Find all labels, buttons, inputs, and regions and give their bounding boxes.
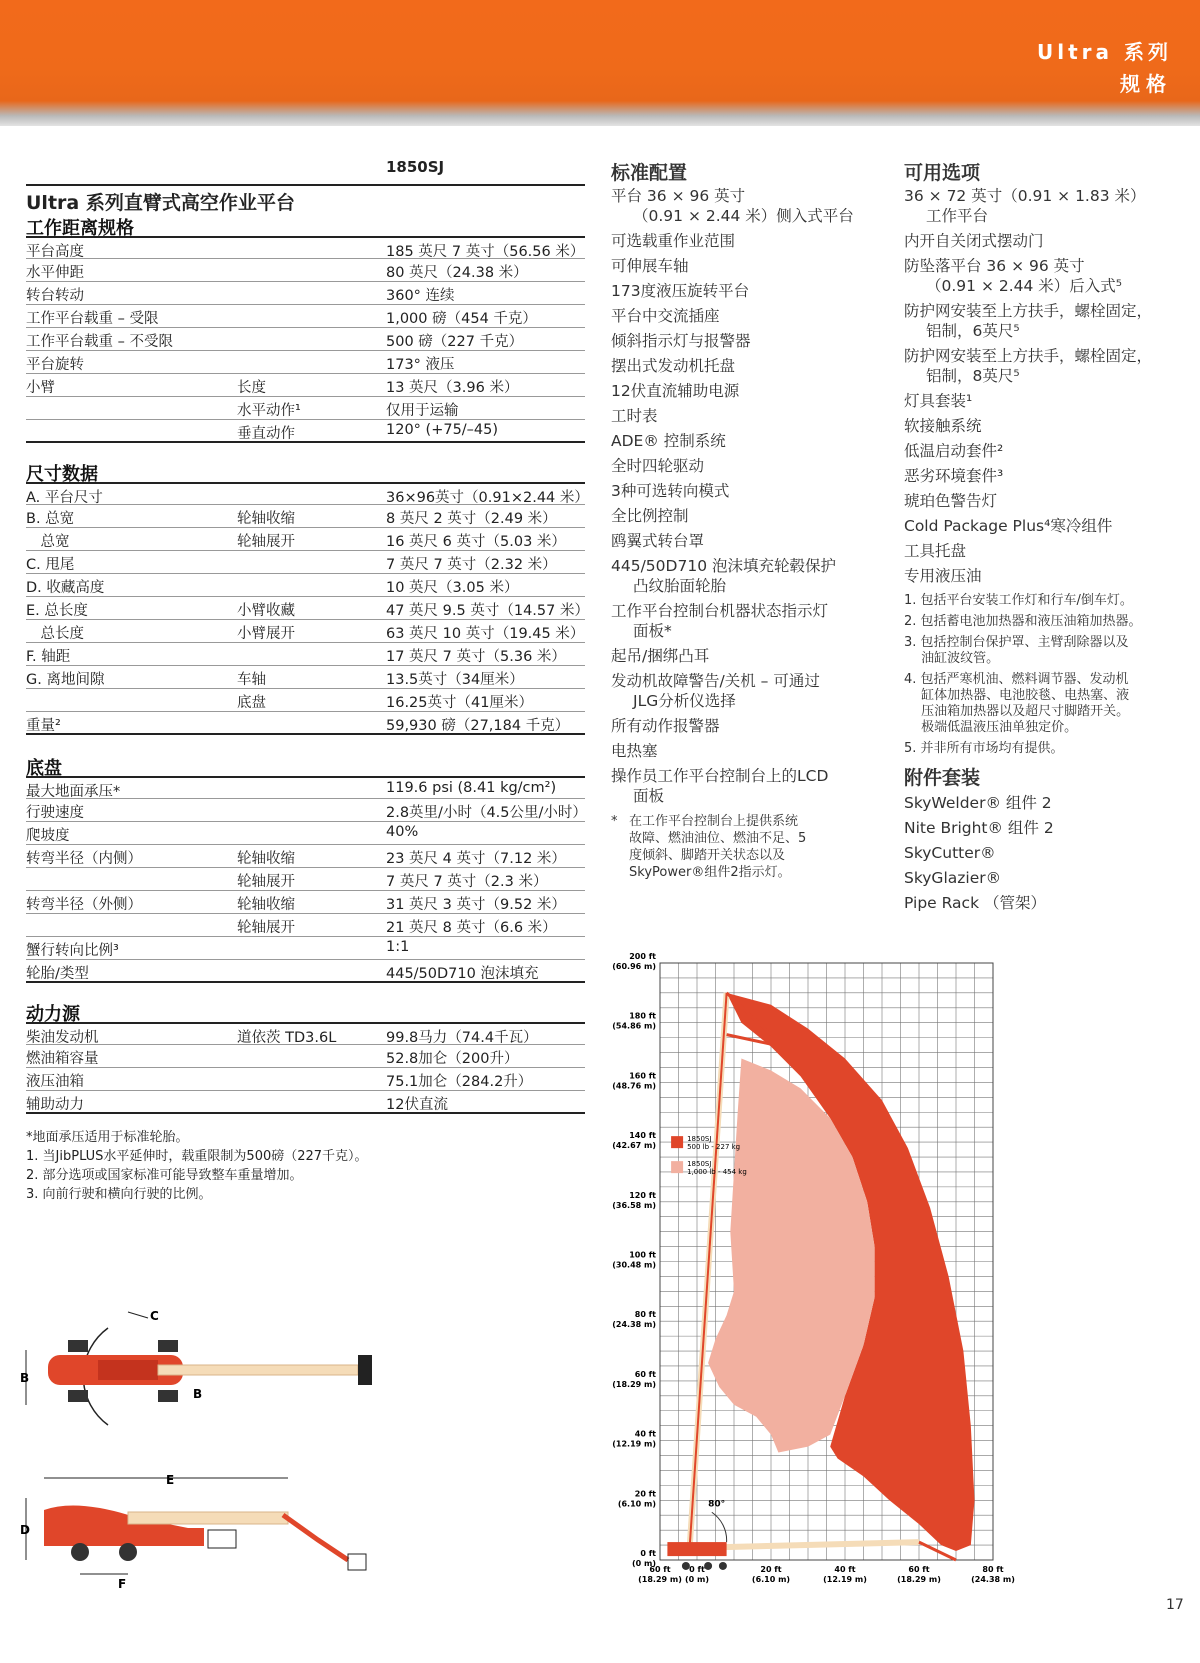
option-item: 36 × 72 英寸（0.91 × 1.83 米）	[904, 187, 1146, 205]
spec-label: 平台高度	[26, 244, 84, 260]
option-item: 工具托盘	[904, 542, 967, 560]
spec-label: 小臂	[26, 380, 55, 396]
y-tick-label: (48.76 m)	[612, 1081, 656, 1091]
x-tick-label: (18.29 m)	[897, 1575, 941, 1584]
spec-sublabel: 轮轴收缩	[237, 897, 295, 913]
option-note: 极端低温液压油单独定价。	[904, 720, 1078, 735]
feature-item: 摆出式发动机托盘	[611, 357, 736, 375]
spec-row	[26, 305, 585, 328]
top-view-diagram	[18, 1310, 398, 1440]
feature-item: 3种可选转向模式	[611, 482, 730, 500]
section-title: 尺寸数据	[26, 464, 98, 485]
kit-item: SkyGlazier®	[904, 869, 1002, 887]
spec-value: 75.1加仑（284.2升）	[386, 1074, 533, 1090]
spec-label: 水平伸距	[26, 265, 84, 281]
x-tick-label: 20 ft	[760, 1565, 782, 1574]
feature-item: 面板	[633, 787, 665, 805]
spec-row	[26, 845, 585, 868]
spec-row	[26, 351, 585, 374]
spec-sublabel: 车轴	[237, 672, 266, 688]
spec-row	[26, 712, 585, 735]
label-d: D	[20, 1523, 30, 1537]
spec-row	[26, 776, 585, 799]
spec-value: 23 英尺 4 英寸（7.12 米）	[386, 851, 566, 867]
spec-value: 500 磅（227 千克）	[386, 334, 524, 350]
working-range-chart	[608, 948, 1015, 1628]
spec-value: 80 英尺（24.38 米）	[386, 265, 528, 281]
spec-value: 99.8马力（74.4千瓦）	[386, 1030, 538, 1046]
feature-item: JLG分析仪选择	[633, 692, 736, 710]
spec-label: G. 离地间隙	[26, 672, 105, 688]
x-tick-label: (12.19 m)	[823, 1575, 867, 1584]
spec-label: 最大地面承压*	[26, 784, 121, 800]
feature-item: 凸纹胎面轮胎	[633, 577, 727, 595]
spec-value: 36×96英寸（0.91×2.44 米）	[386, 490, 589, 506]
options-title: 可用选项	[904, 162, 981, 184]
kit-item: SkyWelder® 组件 2	[904, 794, 1052, 812]
spec-label: 重量²	[26, 718, 61, 734]
feature-item: 工时表	[611, 407, 658, 425]
feature-item: 发动机故障警告/关机 – 可通过	[611, 672, 820, 690]
spec-value: 445/50D710 泡沫填充	[386, 966, 539, 982]
option-item: （0.91 × 2.44 米）后入式⁵	[926, 277, 1123, 295]
spec-value: 13 英尺（3.96 米）	[386, 380, 519, 396]
spec-value: 52.8加仑（200升）	[386, 1051, 519, 1067]
page-number: 17	[1166, 1597, 1184, 1613]
y-tick-label: (12.19 m)	[612, 1439, 656, 1449]
spec-label: 柴油发动机	[26, 1030, 99, 1046]
x-tick-label: (18.29 m)	[638, 1575, 682, 1584]
y-tick-label: 100 ft	[629, 1250, 656, 1260]
feature-item: 可选载重作业范围	[611, 232, 736, 250]
spec-label: 转台转动	[26, 288, 84, 304]
wheel	[68, 1390, 88, 1402]
spec-value: 12伏直流	[386, 1097, 448, 1113]
spec-row	[26, 328, 585, 351]
option-note: 1. 包括平台安装工作灯和行车/倒车灯。	[904, 593, 1133, 608]
spec-value: 173° 液压	[386, 357, 455, 373]
option-note: 油缸波纹管。	[904, 651, 1000, 666]
x-tick-label: 40 ft	[834, 1565, 856, 1574]
spec-value: 1,000 磅（454 千克）	[386, 311, 537, 327]
y-tick-label: 60 ft	[634, 1369, 656, 1379]
spec-value: 仅用于运输	[386, 403, 459, 419]
section-title: 工作距离规格	[26, 218, 134, 239]
spec-label: A. 平台尺寸	[26, 490, 103, 506]
spec-label: 辅助动力	[26, 1097, 84, 1113]
wheel	[158, 1340, 178, 1352]
turntable	[98, 1360, 158, 1380]
option-note: 2. 包括蓄电池加热器和液压油箱加热器。	[904, 614, 1142, 629]
wheel	[119, 1543, 137, 1561]
y-tick-label: (36.58 m)	[612, 1200, 656, 1210]
spec-sublabel: 轮轴展开	[237, 874, 295, 890]
spec-row	[26, 689, 585, 712]
spec-sublabel: 底盘	[237, 695, 266, 711]
feature-item: 起吊/捆绑凸耳	[611, 647, 710, 665]
spec-row	[26, 868, 585, 891]
y-tick-label: (42.67 m)	[612, 1141, 656, 1151]
angle-arc	[712, 1512, 727, 1542]
section-title: 底盘	[26, 758, 62, 779]
option-item: 灯具套装¹	[904, 392, 973, 410]
spec-sublabel: 轮轴收缩	[237, 851, 295, 867]
wheel	[719, 1562, 727, 1570]
feature-item: 可伸展车轴	[611, 257, 689, 275]
spec-value: 119.6 psi (8.41 kg/cm²)	[386, 780, 557, 796]
spec-sublabel: 小臂展开	[237, 626, 295, 642]
spec-row	[26, 643, 585, 666]
spec-value: 21 英尺 8 英寸（6.6 米）	[386, 920, 557, 936]
x-tick-label: 0 ft	[689, 1565, 705, 1574]
y-tick-label: 180 ft	[629, 1011, 656, 1021]
option-item: 专用液压油	[904, 567, 982, 585]
spec-row	[26, 960, 585, 983]
jib	[283, 1515, 348, 1560]
spec-row	[26, 374, 585, 397]
y-tick-label: (54.86 m)	[612, 1021, 656, 1031]
option-item: 恶劣环境套件³	[904, 467, 1004, 485]
feature-item: 面板*	[633, 622, 672, 640]
spec-sublabel: 轮轴展开	[237, 534, 295, 550]
spec-value: 47 英尺 9.5 英寸（14.57 米）	[386, 603, 589, 619]
spec-sublabel: 轮轴展开	[237, 920, 295, 936]
option-item: 工作平台	[926, 207, 989, 225]
spec-row	[26, 397, 585, 420]
option-item: Cold Package Plus⁴寒冷组件	[904, 517, 1113, 535]
x-tick-label: (6.10 m)	[751, 1575, 791, 1584]
option-item: 铝制，6英尺⁵	[926, 322, 1020, 340]
spec-label: 液压油箱	[26, 1074, 84, 1090]
boom-top	[158, 1365, 358, 1375]
wheel	[158, 1390, 178, 1402]
x-tick-label: (0 m)	[685, 1575, 709, 1584]
machine-chassis	[667, 1542, 726, 1556]
spec-value: 63 英尺 10 英寸（19.45 米）	[386, 626, 585, 642]
spec-row	[26, 1045, 585, 1068]
feature-item: 电热塞	[611, 742, 658, 760]
footnote-mark: *	[611, 814, 618, 829]
spec-value: 31 英尺 3 英寸（9.52 米）	[386, 897, 566, 913]
y-tick-label: 40 ft	[634, 1429, 656, 1439]
spec-label: 轮胎/类型	[26, 966, 89, 982]
spec-label: 燃油箱容量	[26, 1051, 99, 1067]
feature-item: 工作平台控制台机器状态指示灯	[611, 602, 829, 620]
kits-title: 附件套装	[904, 767, 981, 789]
spec-label: 平台旋转	[26, 357, 84, 373]
option-note: 缸体加热器、电池胶毯、电热塞、液	[904, 688, 1130, 703]
x-tick-label: 80 ft	[982, 1565, 1004, 1574]
spec-label: 工作平台载重 – 不受限	[26, 334, 173, 350]
label-f: F	[118, 1577, 127, 1591]
footnote: 1. 当JibPLUS水平延伸时，载重限制为500磅（227千克）。	[26, 1149, 368, 1164]
feature-item: ADE® 控制系统	[611, 432, 726, 450]
x-tick-label: (24.38 m)	[971, 1575, 1015, 1584]
feature-item: 平台中交流插座	[611, 307, 720, 325]
spec-row	[26, 799, 585, 822]
boom-side	[128, 1512, 288, 1524]
label-b-left: B	[20, 1371, 30, 1385]
feature-item: 平台 36 × 96 英寸	[611, 187, 746, 205]
label-e: E	[166, 1473, 175, 1487]
spec-value: 13.5英寸（34厘米）	[386, 672, 524, 688]
feature-item: 所有动作报警器	[611, 717, 720, 735]
series-subtitle: 规格	[1120, 72, 1172, 96]
spec-sublabel: 轮轴收缩	[237, 511, 295, 527]
spec-row	[26, 1091, 585, 1114]
standard-title: 标准配置	[611, 162, 688, 184]
spec-row	[26, 1068, 585, 1091]
spec-value: 16 英尺 6 英寸（5.03 米）	[386, 534, 566, 550]
spec-value: 185 英尺 7 英寸（56.56 米）	[386, 244, 585, 260]
option-note: 3. 包括控制台保护罩、主臂刮除器以及	[904, 635, 1129, 650]
spec-value: 360° 连续	[386, 288, 455, 304]
spec-row	[26, 528, 585, 551]
kit-item: Pipe Rack （管架）	[904, 894, 1046, 912]
header-banner	[0, 0, 1200, 126]
jib-platform	[348, 1554, 366, 1570]
footnote: 度倾斜、脚踏开关状态以及	[629, 848, 786, 863]
spec-value: 2.8英里/小时（4.5公里/小时）	[386, 805, 587, 821]
y-tick-label: 120 ft	[629, 1190, 656, 1200]
legend-label: 500 lb - 227 kg	[687, 1143, 741, 1152]
spec-row	[26, 482, 589, 506]
spec-row	[26, 259, 585, 282]
y-tick-label: (6.10 m)	[617, 1499, 656, 1509]
feature-item: 鸥翼式转台罩	[611, 532, 705, 550]
feature-item: 倾斜指示灯与报警器	[611, 332, 751, 350]
boom-raised-outline	[690, 993, 727, 1548]
option-item: 内开自关闭式摆动门	[904, 232, 1044, 250]
legend-label: 1850SJ	[687, 1160, 712, 1169]
spec-label: C. 甩尾	[26, 557, 75, 573]
platform-top	[358, 1355, 372, 1385]
spec-row	[26, 914, 585, 937]
series-title: Ultra 系列	[1037, 40, 1172, 64]
spec-value: 8 英尺 2 英寸（2.49 米）	[386, 511, 557, 527]
kit-item: SkyCutter®	[904, 844, 996, 862]
spec-row	[26, 282, 585, 305]
option-item: 软接触系统	[904, 417, 982, 435]
spec-label: 行驶速度	[26, 805, 84, 821]
feature-item: 173度液压旋转平台	[611, 282, 750, 300]
feature-item: 全时四轮驱动	[611, 457, 705, 475]
footnote: 3. 向前行驶和横向行驶的比例。	[26, 1187, 212, 1202]
option-item: 防护网安装至上方扶手，螺栓固定，	[904, 347, 1153, 365]
spec-value: 1:1	[386, 939, 410, 955]
label-c: C	[150, 1309, 159, 1323]
y-tick-label: (60.96 m)	[612, 962, 656, 971]
spec-row	[26, 666, 585, 689]
option-item: 防护网安装至上方扶手，螺栓固定，	[904, 302, 1153, 320]
spec-value: 17 英尺 7 英寸（5.36 米）	[386, 649, 566, 665]
y-tick-label: 140 ft	[629, 1131, 656, 1141]
spec-value: 40%	[386, 824, 419, 840]
angle-label: 80°	[708, 1499, 726, 1510]
x-tick-label: 60 ft	[908, 1565, 930, 1574]
option-item: 防坠落平台 36 × 96 英寸	[904, 257, 1085, 275]
platform-side	[208, 1530, 236, 1548]
spec-label: E. 总长度	[26, 603, 88, 619]
spec-label: D. 收藏高度	[26, 580, 105, 596]
spec-row	[26, 822, 585, 845]
wheel	[71, 1543, 89, 1561]
legend-swatch	[671, 1161, 683, 1173]
feature-item: （0.91 × 2.44 米）侧入式平台	[633, 207, 854, 225]
spec-row	[26, 236, 585, 259]
model-name: 1850SJ	[386, 158, 445, 176]
spec-sublabel: 水平动作¹	[237, 403, 301, 419]
y-tick-label: (0 m)	[632, 1559, 656, 1568]
option-item: 低温启动套件²	[904, 442, 1004, 460]
option-note: 4. 包括严寒机油、燃料调节器、发动机	[904, 672, 1129, 687]
spec-row	[26, 937, 585, 960]
feature-item: 全比例控制	[611, 507, 689, 525]
spec-label: B. 总宽	[26, 511, 75, 527]
product-title: Ultra 系列直臂式高空作业平台	[26, 192, 295, 214]
y-tick-label: 20 ft	[634, 1489, 656, 1499]
divider	[26, 184, 585, 186]
x-tick-label: 60 ft	[649, 1565, 671, 1574]
spec-value: 10 英尺（3.05 米）	[386, 580, 519, 596]
spec-value: 7 英尺 7 英寸（2.32 米）	[386, 557, 557, 573]
label-b: B	[193, 1387, 203, 1401]
option-note: 压油箱加热器以及超尺寸脚踏开关。	[904, 704, 1130, 719]
y-tick-label: (30.48 m)	[612, 1260, 656, 1270]
wheel	[68, 1340, 88, 1352]
spec-label: 总长度	[26, 626, 84, 642]
kit-item: Nite Bright® 组件 2	[904, 819, 1054, 837]
legend-label: 1,000 lb - 454 kg	[687, 1168, 747, 1177]
legend-swatch	[671, 1136, 683, 1148]
spec-row	[26, 574, 585, 597]
spec-sublabel: 长度	[237, 380, 266, 396]
spec-value: 120° (+75/–45)	[386, 422, 499, 438]
spec-label: F. 轴距	[26, 649, 71, 665]
option-note: 5. 并非所有市场均有提供。	[904, 741, 1064, 756]
spec-sublabel: 道依茨 TD3.6L	[237, 1030, 337, 1046]
footnote: 在工作平台控制台上提供系统	[629, 814, 799, 829]
y-tick-label: 80 ft	[634, 1310, 656, 1320]
chassis-side	[44, 1528, 204, 1546]
spec-label: 转弯半径（内侧）	[26, 851, 142, 867]
footnote: 故障、燃油油位、燃油不足、5	[629, 831, 807, 846]
spec-row	[26, 891, 585, 914]
y-tick-label: (18.29 m)	[612, 1379, 656, 1389]
spec-label: 蟹行转向比例³	[26, 943, 119, 959]
y-tick-label: 160 ft	[629, 1071, 656, 1081]
spec-row	[26, 420, 585, 443]
spec-row	[26, 505, 585, 528]
legend-label: 1850SJ	[687, 1135, 712, 1144]
spec-label: 总宽	[26, 534, 70, 550]
spec-value: 59,930 磅（27,184 千克）	[386, 718, 570, 734]
spec-label: 转弯半径（外侧）	[26, 897, 142, 913]
feature-item: 操作员工作平台控制台上的LCD	[611, 767, 829, 785]
spec-row	[26, 551, 585, 574]
spec-sublabel: 小臂收藏	[237, 603, 295, 619]
section-title: 动力源	[26, 1004, 80, 1025]
footnote: 2. 部分选项或国家标准可能导致整车重量增加。	[26, 1168, 303, 1183]
spec-label: 工作平台载重 – 受限	[26, 311, 159, 327]
y-tick-label: (24.38 m)	[612, 1320, 656, 1330]
spec-row	[26, 597, 589, 620]
feature-item: 445/50D710 泡沫填充轮毂保护	[611, 557, 836, 575]
y-tick-label: 200 ft	[629, 952, 656, 961]
footnote: SkyPower®组件2指示灯。	[629, 865, 791, 880]
footnote: *地面承压适用于标准轮胎。	[26, 1130, 189, 1145]
side-view-diagram	[18, 1470, 398, 1600]
spec-value: 16.25英寸（41厘米）	[386, 695, 533, 711]
spec-row	[26, 1022, 585, 1045]
feature-item: 12伏直流辅助电源	[611, 382, 740, 400]
spec-value: 7 英尺 7 英寸（2.3 米）	[386, 874, 548, 890]
spec-label: 爬坡度	[26, 828, 70, 844]
spec-sublabel: 垂直动作	[237, 426, 295, 442]
y-tick-label: 0 ft	[640, 1549, 656, 1558]
spec-row	[26, 620, 585, 643]
option-item: 琥珀色警告灯	[904, 492, 998, 510]
wheel	[704, 1562, 712, 1570]
option-item: 铝制，8英尺⁵	[926, 367, 1020, 385]
